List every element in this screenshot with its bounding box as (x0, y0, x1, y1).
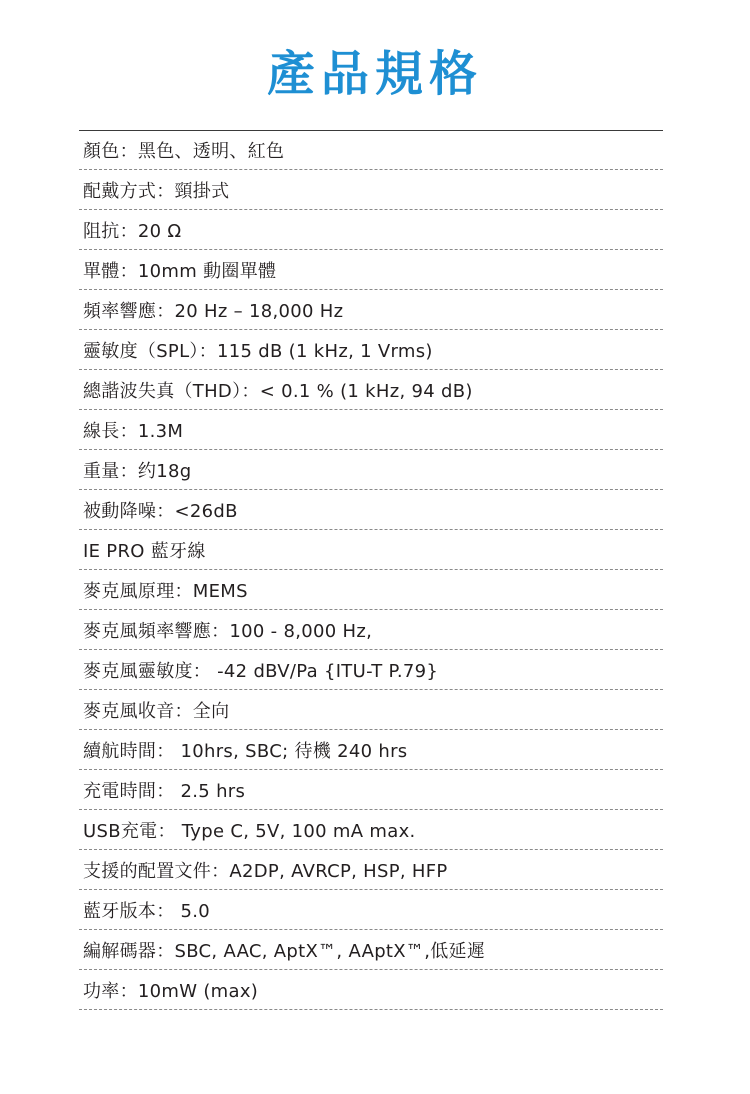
spec-row-power (79, 970, 663, 1010)
spec-row-impedance (79, 210, 663, 250)
spec-row-battery-life (79, 730, 663, 770)
spec-row-color (79, 131, 663, 170)
spec-row-sensitivity (79, 330, 663, 370)
spec-text: 功率：10mW (max) (83, 980, 259, 1002)
spec-row-driver (79, 250, 663, 290)
spec-row-mic-principle (79, 570, 663, 610)
spec-row-mic-pickup (79, 690, 663, 730)
spec-row-bluetooth-version (79, 890, 663, 930)
spec-row-frequency-response (79, 290, 663, 330)
spec-list (79, 131, 663, 1010)
spec-row-profiles (79, 850, 663, 890)
spec-text: 單體：10mm 動圈單體 (83, 260, 277, 282)
spec-row-cable-length (79, 410, 663, 450)
spec-text: 配戴方式：頸掛式 (83, 180, 230, 202)
spec-text: 麥克風頻率響應：100 - 8,000 Hz, (83, 620, 373, 642)
page-title: 產品規格 (266, 46, 483, 102)
spec-text: 總諧波失真（THD）：< 0.1 % (1 kHz, 94 dB) (83, 380, 473, 402)
spec-text: 重量：约18g (83, 460, 192, 482)
spec-text: 麥克風收音：全向 (83, 700, 230, 722)
spec-row-bluetooth-cable (79, 530, 663, 570)
spec-row-usb-charging (79, 810, 663, 850)
spec-row-codecs (79, 930, 663, 970)
spec-row-thd (79, 370, 663, 410)
spec-row-wearing (79, 170, 663, 210)
spec-text: 充電時間： 2.5 hrs (83, 780, 246, 802)
spec-text: 阻抗：20 Ω (83, 220, 182, 242)
spec-text: 被動降噪：<26dB (83, 500, 238, 522)
spec-text: 麥克風靈敏度： -42 dBV/Pa {ITU-T P.79} (83, 660, 439, 682)
spec-text: 線長：1.3M (83, 420, 184, 442)
spec-text: 支援的配置文件：A2DP, AVRCP, HSP, HFP (83, 860, 448, 882)
spec-row-passive-noise-reduction (79, 490, 663, 530)
spec-row-charge-time (79, 770, 663, 810)
spec-text: 顏色：黑色、透明、紅色 (83, 141, 285, 162)
spec-text: 靈敏度（SPL）：115 dB (1 kHz, 1 Vrms) (83, 340, 433, 362)
spec-row-weight (79, 450, 663, 490)
spec-text: USB充電： Type C, 5V, 100 mA max. (83, 820, 416, 842)
spec-row-mic-sensitivity (79, 650, 663, 690)
spec-text: 續航時間： 10hrs, SBC; 待機 240 hrs (83, 740, 408, 762)
spec-text: 頻率響應：20 Hz – 18,000 Hz (83, 300, 344, 322)
spec-text: 編解碼器：SBC, AAC, AptX™, AAptX™,低延遲 (83, 940, 486, 962)
spec-row-mic-frequency-response (79, 610, 663, 650)
spec-text: 麥克風原理：MEMS (83, 580, 248, 602)
spec-text: 藍牙版本： 5.0 (83, 900, 211, 922)
spec-text: IE PRO 藍牙線 (83, 540, 206, 562)
